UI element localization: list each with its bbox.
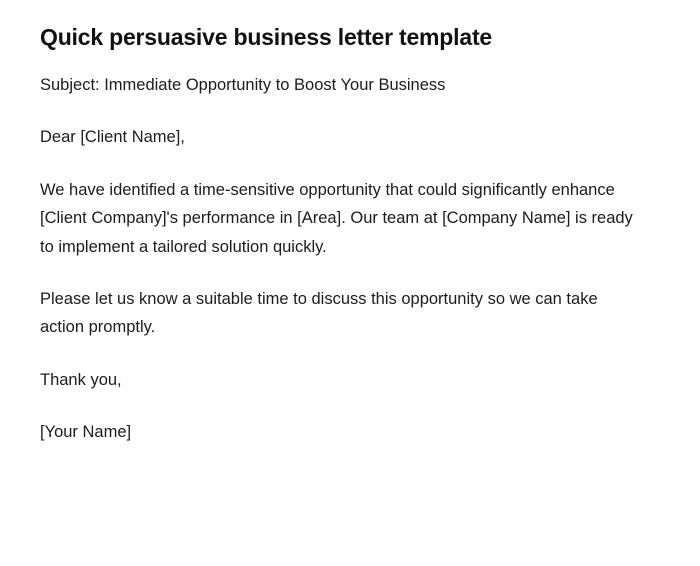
- signature-name: [Your Name]: [40, 423, 132, 442]
- page-title: Quick persuasive business letter template: [40, 24, 492, 50]
- closing: Thank you,: [40, 370, 122, 389]
- subject-line: Subject: Immediate Opportunity to Boost Your Business: [40, 76, 446, 95]
- body-paragraph-2: Please let us know a suitable time to discuss this opportunity so we can take action promptly.: [40, 289, 598, 337]
- salutation: Dear [Client Name],: [40, 128, 185, 147]
- body-paragraph-1: We have identified a time-sensitive opportunity that could significantly enhance [Client Company]'s performance in [Area]. Our team at [Company Name] is ready to implement a tailored solution quickly.: [40, 180, 633, 256]
